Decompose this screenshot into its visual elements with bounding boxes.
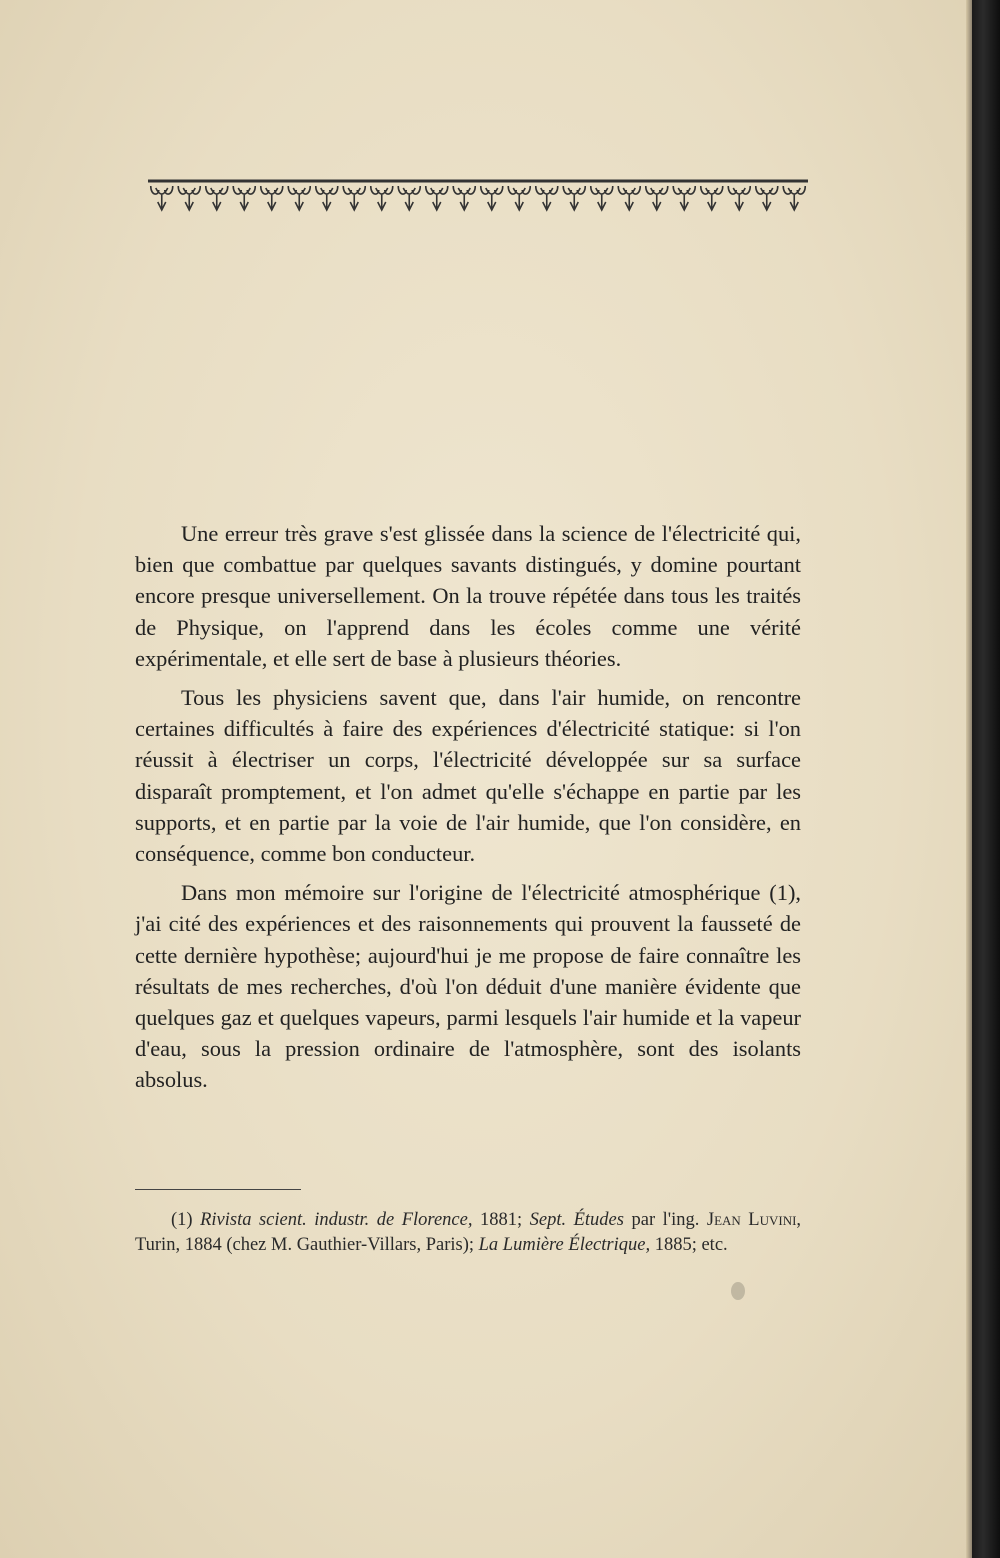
book-spine [972, 0, 1000, 1558]
footnote-rule [135, 1189, 301, 1190]
paragraph-3: Dans mon mémoire sur l'origine de l'électricité atmosphérique (1), j'ai cité des expériences et des raisonnements qui prouvent la fausseté de cette dernière hypothèse; aujourd'hui je me propose de faire connaître les résultats de mes recherches, d'où l'on déduit d'une manière évidente que quelques gaz et quelques vapeurs, parmi lesquels l'air humide et la vapeur d'eau, sous la pression ordinaire de l'atmosphère, sont des isolants absolus. [135, 880, 801, 1093]
footnote-place: Turin, 1884 (chez M. Gauthier-Villars, Paris); [135, 1235, 474, 1255]
footnote-marker: (1) [171, 1210, 193, 1230]
paragraph-1: Une erreur très grave s'est glissée dans la science de l'électricité qui, bien que combattue par quelques savants distingués, y domine pourtant encore presque universellement. On la trouve répétée dans tous les traités de Physique, on l'apprend dans les écoles comme une vérité expérimentale, et elle sert de base à plusieurs théories. [135, 521, 801, 671]
ink-smudge [731, 1282, 745, 1300]
footnote-year1: 1881; [479, 1210, 523, 1230]
paragraph-2: Tous les physiciens savent que, dans l'air humide, on rencontre certaines difficultés à faire des expériences d'électricité statique: si l'on réussit à électriser un corps, l'électricité développée sur sa surface disparaît promptement, et l'on admet qu'elle s'échappe en partie par les supports, et en partie par la voie de l'air humide, que l'on considère, en conséquence, comme bon conducteur. [135, 685, 801, 867]
footnote-sept: Sept. Études [529, 1210, 624, 1230]
footnote-par: par l'ing. [631, 1210, 700, 1230]
main-text [135, 518, 801, 1104]
footnote [135, 1208, 801, 1258]
footnote-journal: Rivista scient. industr. de Florence, [200, 1210, 473, 1230]
footnote-author: Jean Luvini, [706, 1210, 802, 1230]
footnote-year2: 1885; etc. [654, 1235, 728, 1255]
footnote-journal2: La Lumière Électrique, [478, 1235, 651, 1255]
header-ornament-icon [148, 178, 808, 218]
